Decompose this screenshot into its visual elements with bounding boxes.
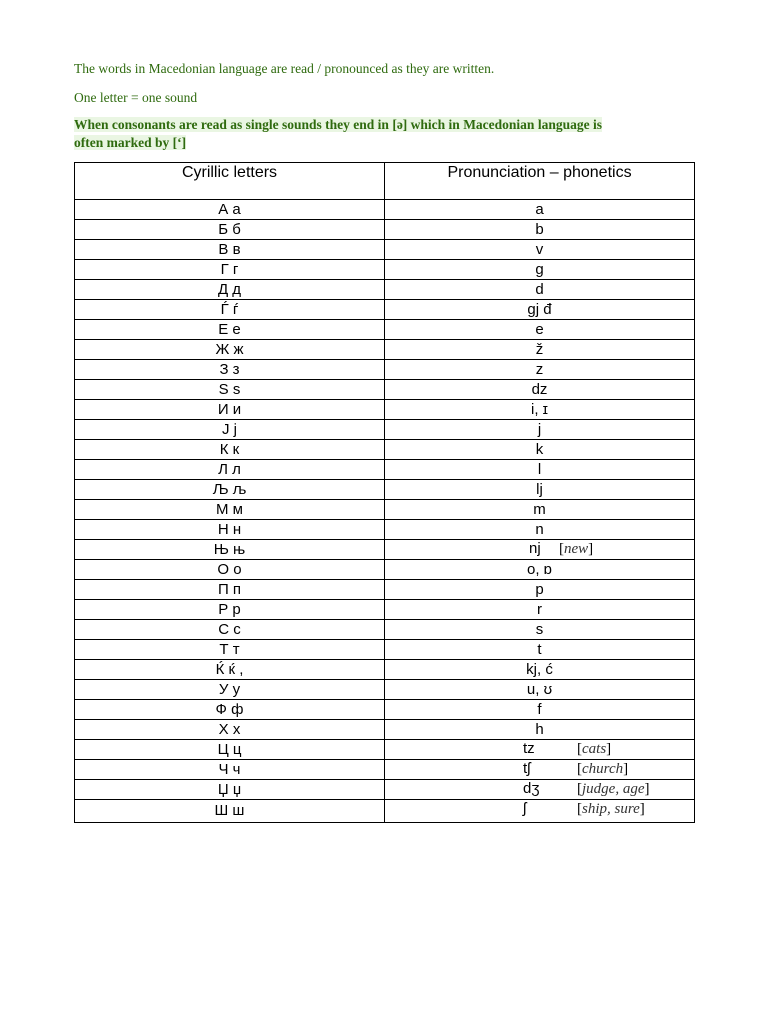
table-row bbox=[75, 500, 695, 520]
cyrillic-letter: Л л bbox=[75, 460, 385, 480]
table-row bbox=[75, 760, 695, 780]
intro-line-1: The words in Macedonian language are read / pronounced as they are written. bbox=[74, 61, 495, 76]
table-row bbox=[75, 400, 695, 420]
phonetic-cell: dz bbox=[385, 380, 695, 400]
header-cyrillic: Cyrillic letters bbox=[75, 163, 385, 200]
table-row bbox=[75, 420, 695, 440]
cyrillic-letter: П п bbox=[75, 580, 385, 600]
alphabet-rows bbox=[75, 200, 695, 823]
cyrillic-letter: Ј ј bbox=[75, 420, 385, 440]
table-row bbox=[75, 260, 695, 280]
table-row bbox=[75, 780, 695, 800]
table-row bbox=[75, 200, 695, 220]
intro-line-3b: often marked by [‘] bbox=[74, 135, 187, 150]
phonetic-cell: u, ʊ bbox=[385, 680, 695, 700]
intro-line-3 bbox=[74, 116, 686, 152]
example-text: new bbox=[564, 541, 589, 557]
cyrillic-letter: Т т bbox=[75, 640, 385, 660]
phonetic-cell bbox=[385, 540, 695, 560]
table-row bbox=[75, 240, 695, 260]
intro-line-3a: When consonants are read as single sounds they end in [ə] which in Macedonian language is bbox=[74, 117, 602, 132]
cyrillic-letter: Н н bbox=[75, 520, 385, 540]
example-word: [judge, age] bbox=[577, 781, 650, 797]
table-row bbox=[75, 440, 695, 460]
phonetic-cell bbox=[385, 800, 695, 823]
table-row bbox=[75, 660, 695, 680]
table-header-row bbox=[75, 163, 695, 200]
cyrillic-letter: Ѓ ѓ bbox=[75, 300, 385, 320]
cyrillic-letter: О о bbox=[75, 560, 385, 580]
phonetic-cell: n bbox=[385, 520, 695, 540]
phonetic-cell: v bbox=[385, 240, 695, 260]
phonetic-value: ʃ bbox=[523, 800, 527, 817]
cyrillic-letter: Ж ж bbox=[75, 340, 385, 360]
table-row bbox=[75, 340, 695, 360]
cyrillic-letter: Ч ч bbox=[75, 760, 385, 780]
phonetic-cell: j bbox=[385, 420, 695, 440]
phonetic-cell: ž bbox=[385, 340, 695, 360]
cyrillic-letter: Њ њ bbox=[75, 540, 385, 560]
table-row bbox=[75, 360, 695, 380]
phonetic-cell: g bbox=[385, 260, 695, 280]
phonetic-cell: o, ɒ bbox=[385, 560, 695, 580]
phonetic-cell: e bbox=[385, 320, 695, 340]
phonetic-cell: f bbox=[385, 700, 695, 720]
phonetic-cell: z bbox=[385, 360, 695, 380]
table-row bbox=[75, 300, 695, 320]
table-row bbox=[75, 580, 695, 600]
cyrillic-letter: Р р bbox=[75, 600, 385, 620]
table-row bbox=[75, 520, 695, 540]
table-row bbox=[75, 280, 695, 300]
cyrillic-letter: Г г bbox=[75, 260, 385, 280]
cyrillic-letter: Љ љ bbox=[75, 480, 385, 500]
phonetic-value: tʃ bbox=[523, 760, 531, 777]
alphabet-table bbox=[74, 162, 695, 823]
cyrillic-letter: З з bbox=[75, 360, 385, 380]
example-text: judge, age bbox=[582, 781, 645, 797]
table-row bbox=[75, 680, 695, 700]
phonetic-cell: s bbox=[385, 620, 695, 640]
phonetic-cell bbox=[385, 780, 695, 800]
phonetic-cell: a bbox=[385, 200, 695, 220]
table-row bbox=[75, 620, 695, 640]
phonetic-cell: r bbox=[385, 600, 695, 620]
cyrillic-letter: Ш ш bbox=[75, 800, 385, 823]
example-text: church bbox=[582, 761, 624, 777]
phonetic-cell: l bbox=[385, 460, 695, 480]
cyrillic-letter: У у bbox=[75, 680, 385, 700]
phonetic-cell bbox=[385, 760, 695, 780]
cyrillic-letter: С с bbox=[75, 620, 385, 640]
phonetic-cell: d bbox=[385, 280, 695, 300]
example-text: cats bbox=[582, 741, 607, 757]
phonetic-cell: p bbox=[385, 580, 695, 600]
phonetic-value: tz bbox=[523, 740, 535, 757]
example-word: [new] bbox=[559, 541, 594, 557]
phonetic-value: nj bbox=[529, 540, 541, 557]
phonetic-cell: lj bbox=[385, 480, 695, 500]
phonetic-cell bbox=[385, 740, 695, 760]
table-row bbox=[75, 700, 695, 720]
phonetic-cell: i, ɪ bbox=[385, 400, 695, 420]
cyrillic-letter: Ќ ќ , bbox=[75, 660, 385, 680]
table-row bbox=[75, 540, 695, 560]
phonetic-value: dʒ bbox=[523, 780, 540, 797]
table-row bbox=[75, 800, 695, 823]
cyrillic-letter: Ф ф bbox=[75, 700, 385, 720]
cyrillic-letter: Х х bbox=[75, 720, 385, 740]
cyrillic-letter: А а bbox=[75, 200, 385, 220]
cyrillic-letter: В в bbox=[75, 240, 385, 260]
cyrillic-letter: Џ џ bbox=[75, 780, 385, 800]
phonetic-cell: k bbox=[385, 440, 695, 460]
table-row bbox=[75, 740, 695, 760]
table-row bbox=[75, 220, 695, 240]
table-row bbox=[75, 460, 695, 480]
table-row bbox=[75, 320, 695, 340]
phonetic-cell: t bbox=[385, 640, 695, 660]
cyrillic-letter: Ц ц bbox=[75, 740, 385, 760]
cyrillic-letter: М м bbox=[75, 500, 385, 520]
table-row bbox=[75, 380, 695, 400]
example-word: [cats] bbox=[577, 741, 612, 757]
cyrillic-letter: Е е bbox=[75, 320, 385, 340]
table-row bbox=[75, 720, 695, 740]
header-phonetics: Pronunciation – phonetics bbox=[385, 163, 695, 200]
phonetic-cell: kj, ć bbox=[385, 660, 695, 680]
cyrillic-letter: К к bbox=[75, 440, 385, 460]
table-row bbox=[75, 560, 695, 580]
phonetic-cell: m bbox=[385, 500, 695, 520]
cyrillic-letter: И и bbox=[75, 400, 385, 420]
cyrillic-letter: Ѕ ѕ bbox=[75, 380, 385, 400]
cyrillic-letter: Б б bbox=[75, 220, 385, 240]
intro-line-2: One letter = one sound bbox=[74, 90, 198, 105]
example-word: [ship, sure] bbox=[577, 801, 645, 817]
example-word: [church] bbox=[577, 761, 629, 777]
phonetic-cell: b bbox=[385, 220, 695, 240]
phonetic-cell: h bbox=[385, 720, 695, 740]
table-row bbox=[75, 640, 695, 660]
table-row bbox=[75, 480, 695, 500]
cyrillic-letter: Д д bbox=[75, 280, 385, 300]
phonetic-cell: gj đ bbox=[385, 300, 695, 320]
table-row bbox=[75, 600, 695, 620]
example-text: ship, sure bbox=[582, 801, 640, 817]
